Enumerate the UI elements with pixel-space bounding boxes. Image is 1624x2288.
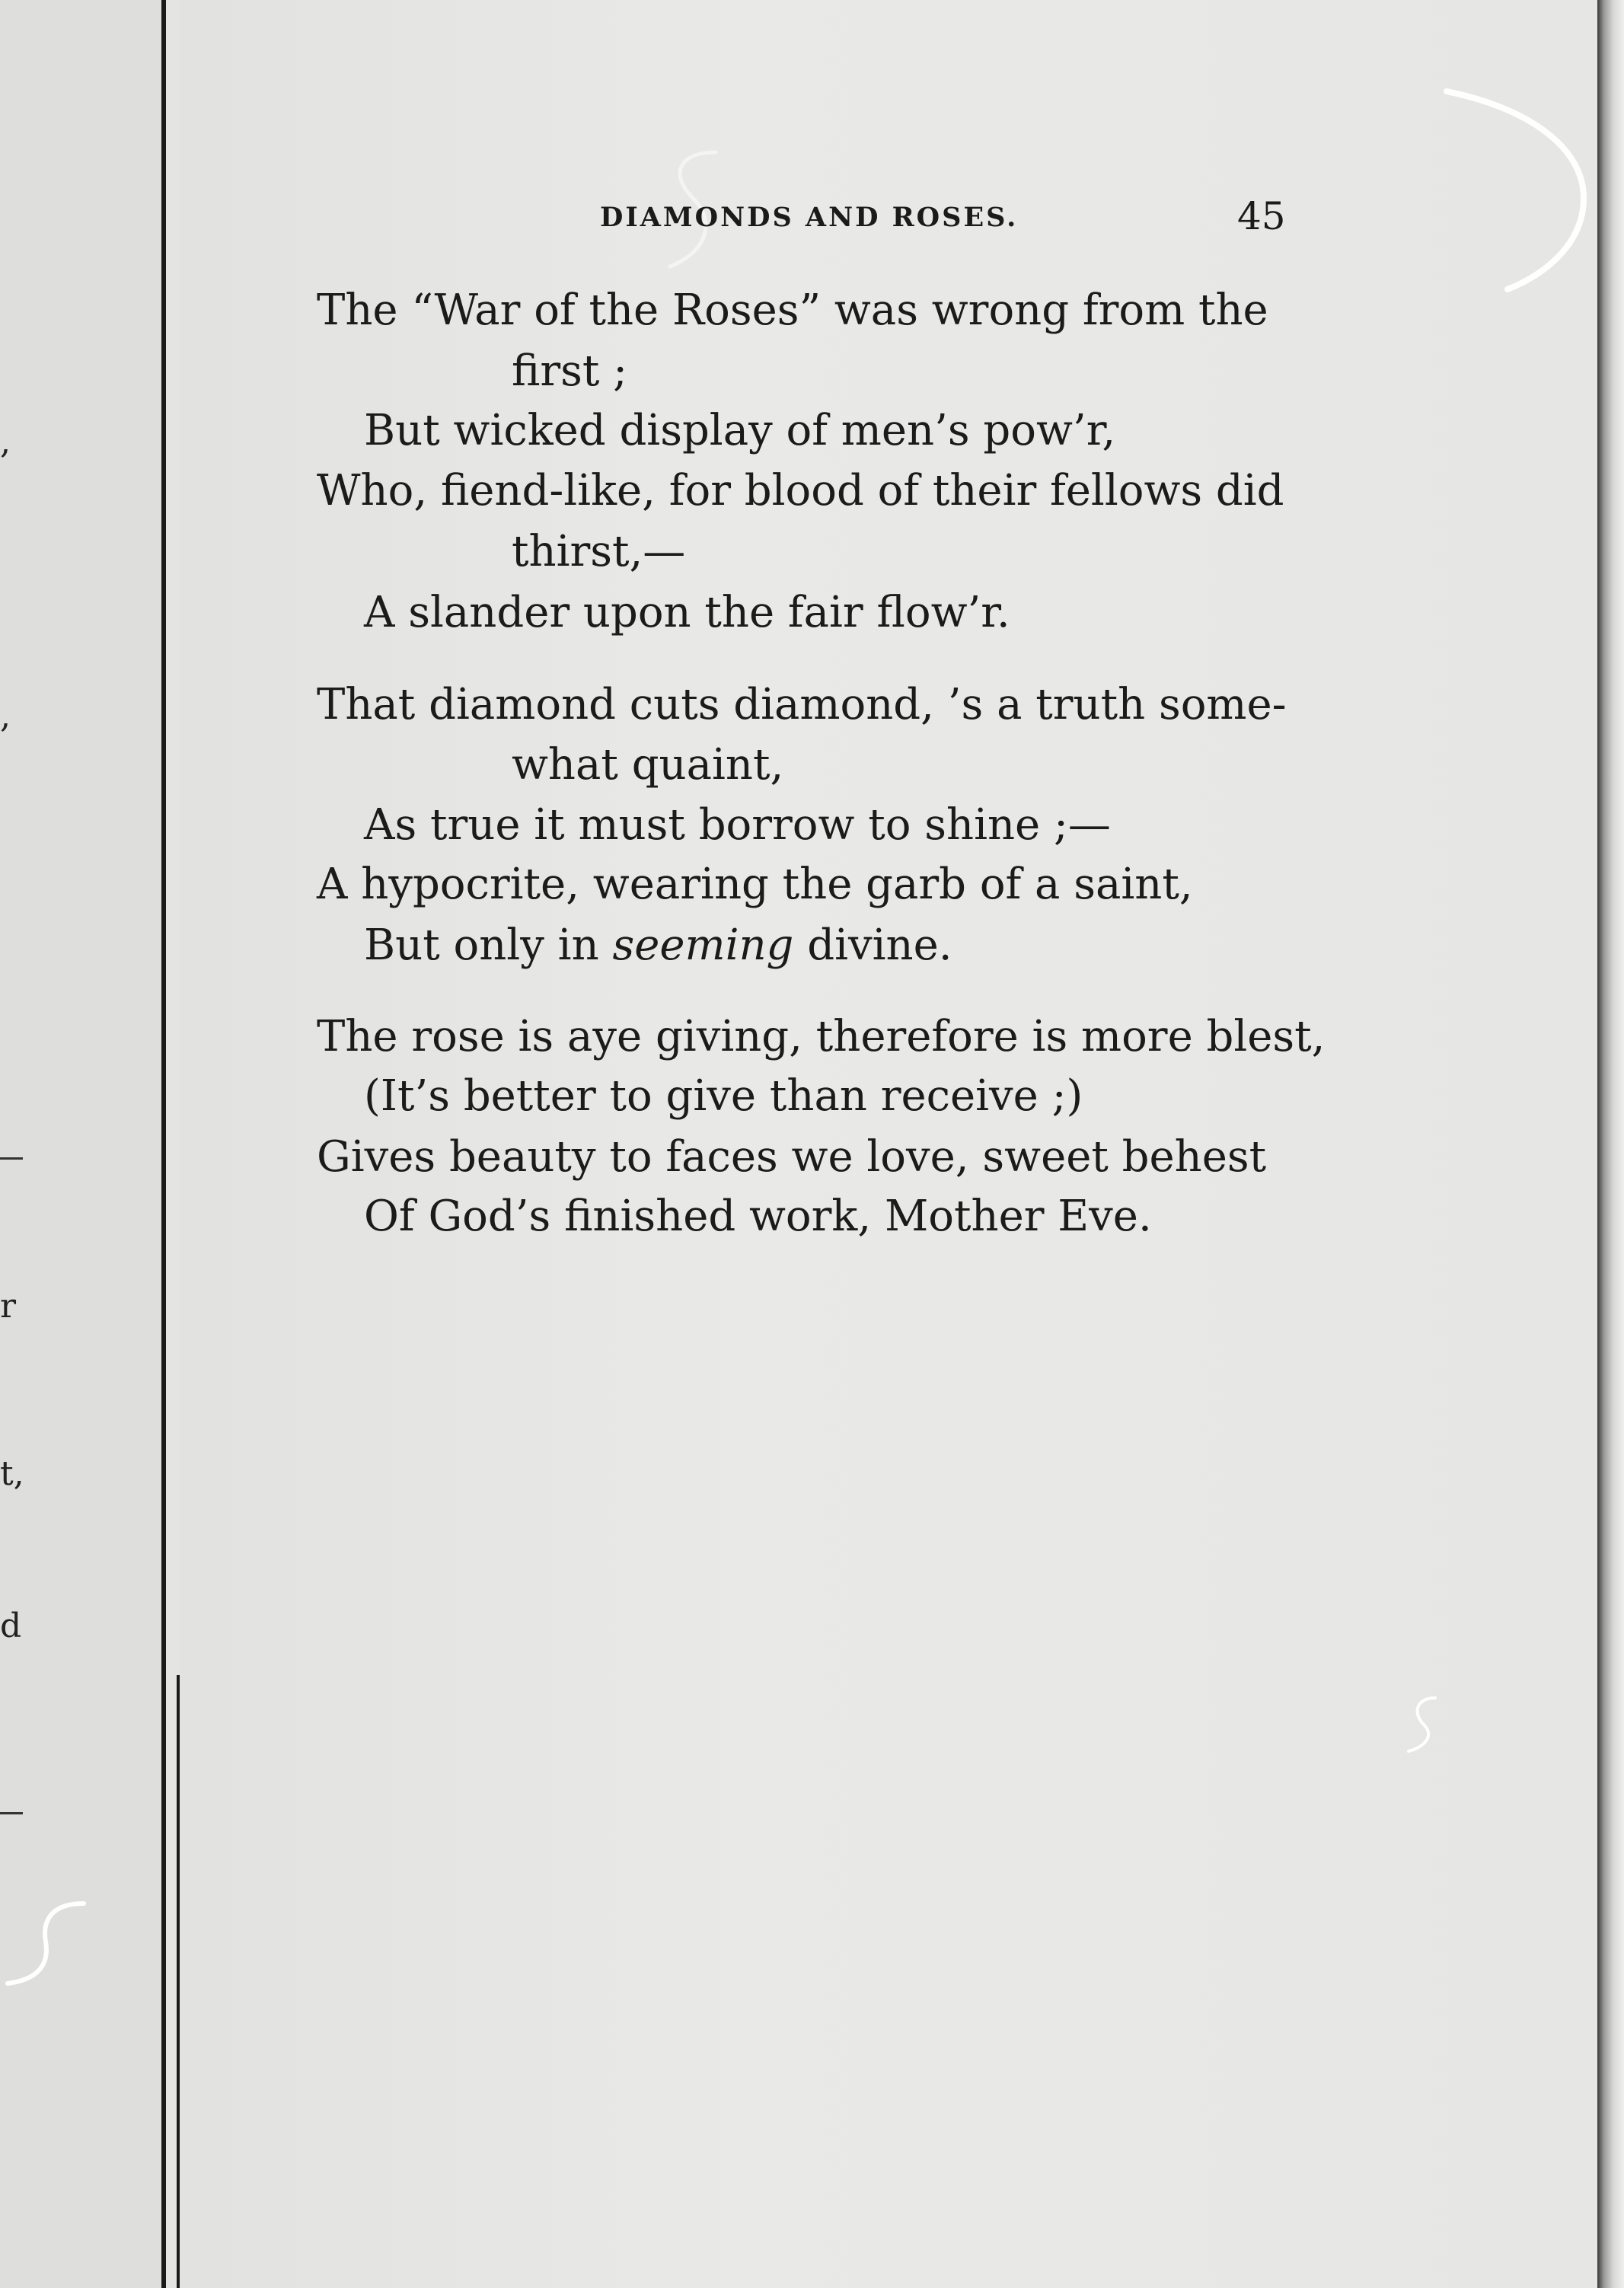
poem-line: Gives beauty to faces we love, sweet behest bbox=[317, 1132, 1267, 1182]
poem-line: thirst,— bbox=[512, 527, 686, 576]
poem-line: A hypocrite, wearing the garb of a saint, bbox=[317, 860, 1193, 909]
gutter-line bbox=[161, 0, 166, 2288]
margin-fragment: , bbox=[0, 697, 11, 736]
poem-line: first ; bbox=[512, 346, 628, 396]
margin-rule bbox=[0, 1812, 23, 1814]
margin-rule bbox=[0, 1157, 23, 1160]
poem-line: That diamond cuts diamond, ’s a truth some- bbox=[317, 680, 1287, 729]
running-title: DIAMONDS AND ROSES. bbox=[600, 202, 1019, 233]
emphasized-word: seeming bbox=[612, 921, 794, 970]
page-number: 45 bbox=[1237, 194, 1286, 238]
page-right-edge bbox=[1597, 0, 1624, 2288]
poem-line bbox=[364, 921, 952, 970]
margin-fragment: r bbox=[0, 1287, 17, 1326]
poem-line-text: divine. bbox=[807, 921, 952, 970]
poem-line: (It’s better to give than receive ;) bbox=[364, 1071, 1083, 1121]
poem-line: Of God’s finished work, Mother Eve. bbox=[364, 1192, 1152, 1241]
poem-line: A slander upon the fair flow’r. bbox=[364, 588, 1010, 637]
poem-line: But wicked display of men’s pow’r, bbox=[364, 406, 1116, 455]
poem-line-text: But only in bbox=[364, 921, 599, 970]
poem-line: Who, fiend-like, for blood of their fellows did bbox=[317, 466, 1284, 515]
previous-page-edge bbox=[0, 0, 161, 2288]
poem-line: The “War of the Roses” was wrong from the bbox=[317, 286, 1268, 335]
poem-line: As true it must borrow to shine ;— bbox=[364, 800, 1111, 850]
poem-line: what quaint, bbox=[512, 740, 784, 790]
margin-fragment: , bbox=[0, 423, 11, 461]
margin-fragment: t, bbox=[0, 1454, 24, 1493]
poem-line: The rose is aye giving, therefore is more blest, bbox=[317, 1012, 1326, 1061]
margin-fragment: d bbox=[0, 1607, 22, 1645]
